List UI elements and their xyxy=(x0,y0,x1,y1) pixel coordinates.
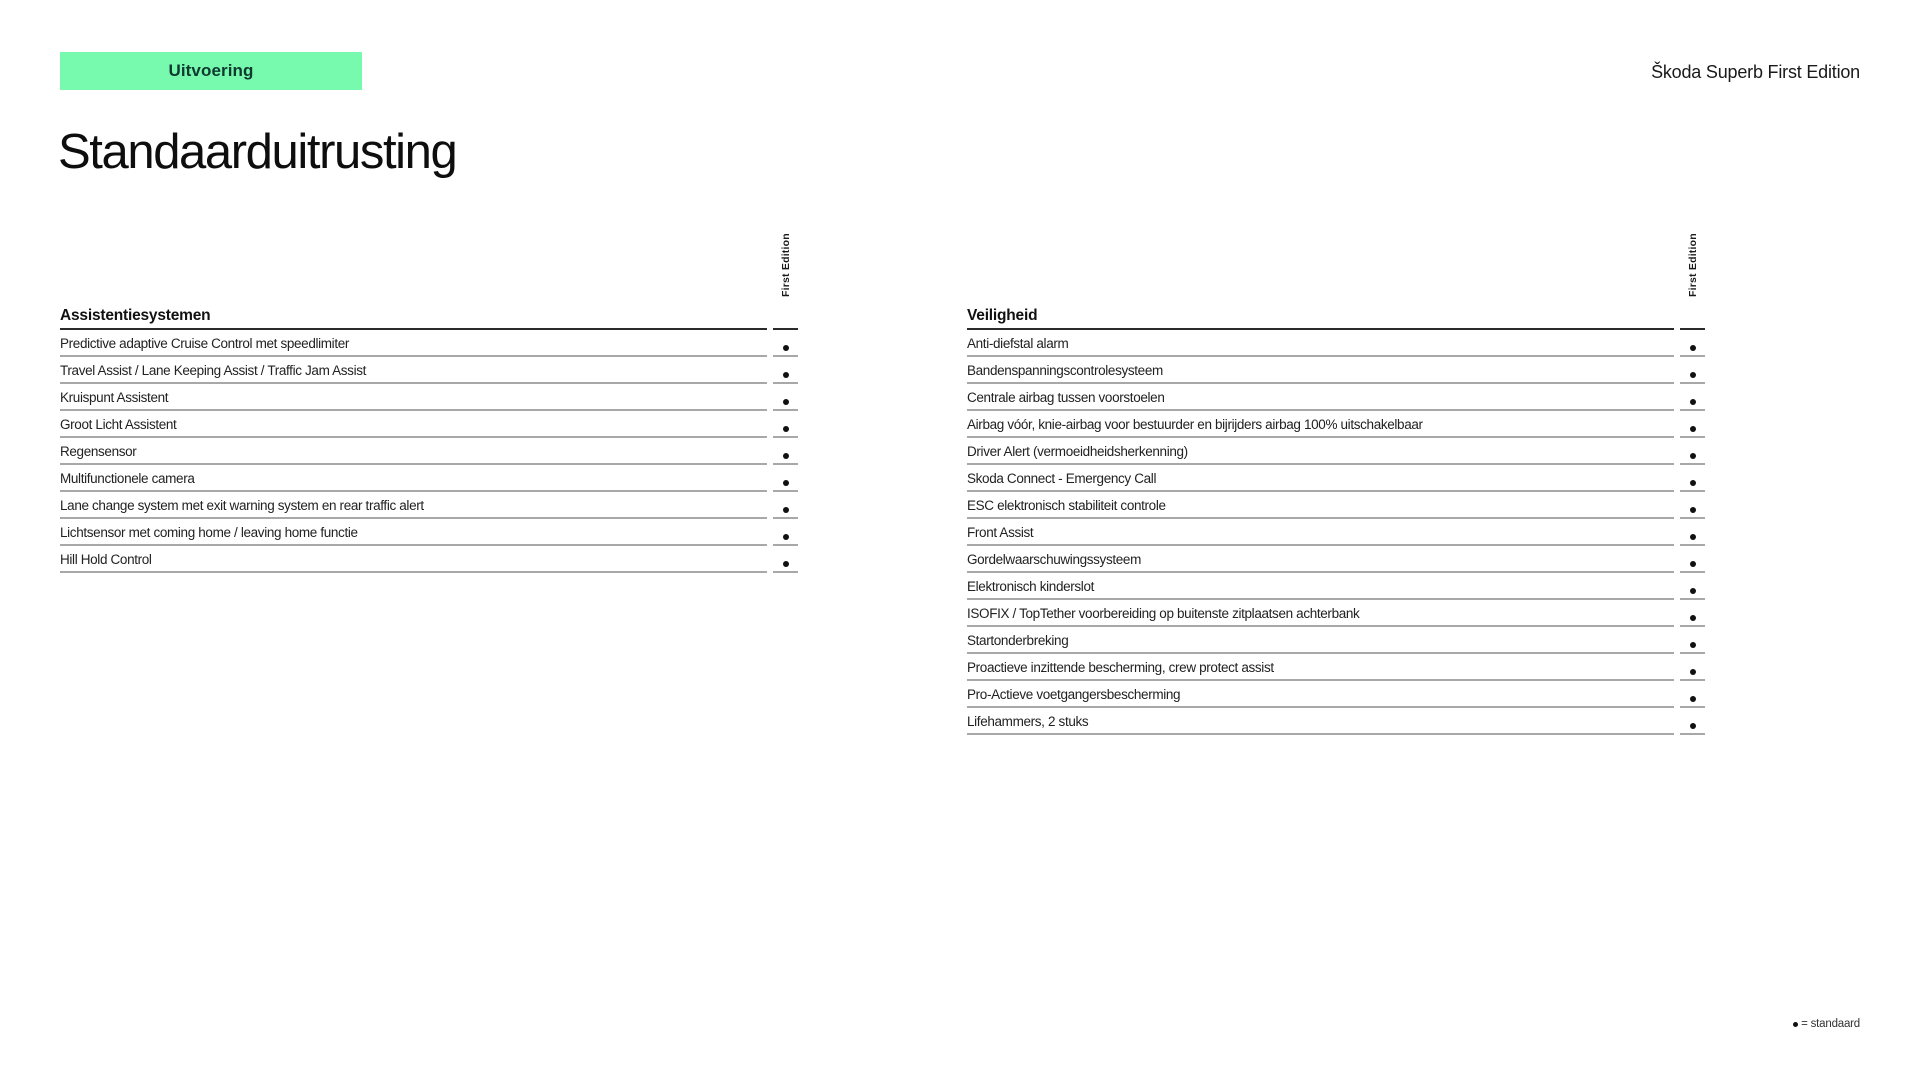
standard-marker xyxy=(1680,611,1705,623)
bullet-dot-icon xyxy=(783,345,789,351)
bullet-dot-icon xyxy=(1690,669,1696,675)
row-rule-marker-col xyxy=(773,409,798,411)
standard-marker xyxy=(773,395,798,407)
standard-marker xyxy=(1680,341,1705,353)
bullet-dot-icon xyxy=(783,480,789,486)
row-label: Lane change system met exit warning system en rear traffic alert xyxy=(60,498,424,513)
bullet-dot-icon xyxy=(1690,480,1696,486)
section-badge xyxy=(60,52,362,90)
row-label: Airbag vóór, knie-airbag voor bestuurder en bijrijders airbag 100% uitschakelbaar xyxy=(967,417,1423,432)
bullet-dot-icon xyxy=(1690,345,1696,351)
row-rule-marker-col xyxy=(1680,382,1705,384)
row-label: Skoda Connect - Emergency Call xyxy=(967,471,1157,486)
row-label: Regensensor xyxy=(60,444,137,459)
header-rule-marker-col xyxy=(773,328,798,330)
standard-marker xyxy=(773,476,798,488)
standard-marker xyxy=(773,368,798,380)
bullet-dot-icon xyxy=(1690,399,1696,405)
bullet-dot-icon xyxy=(783,507,789,513)
category-title: Assistentiesystemen xyxy=(60,307,211,324)
bullet-dot-icon xyxy=(1690,588,1696,594)
row-label: Lichtsensor met coming home / leaving home functie xyxy=(60,525,358,540)
standard-marker xyxy=(1680,476,1705,488)
row-rule-marker-col xyxy=(1680,544,1705,546)
document-subtitle: Škoda Superb First Edition xyxy=(1651,62,1860,82)
row-rule xyxy=(60,409,767,411)
standard-marker xyxy=(1680,368,1705,380)
standard-marker xyxy=(773,557,798,569)
row-label: Lifehammers, 2 stuks xyxy=(967,714,1089,729)
standard-marker xyxy=(773,530,798,542)
standard-marker xyxy=(1680,557,1705,569)
row-label: Startonderbreking xyxy=(967,633,1069,648)
bullet-dot-icon xyxy=(1690,723,1696,729)
row-rule-marker-col xyxy=(1680,706,1705,708)
row-rule xyxy=(60,355,767,357)
row-rule xyxy=(967,652,1674,654)
bullet-dot-icon xyxy=(783,399,789,405)
row-label: Pro-Actieve voetgangersbescherming xyxy=(967,687,1181,702)
row-rule-marker-col xyxy=(1680,733,1705,735)
row-rule-marker-col xyxy=(773,355,798,357)
bullet-dot-icon xyxy=(783,534,789,540)
bullet-dot-icon xyxy=(1690,696,1696,702)
row-rule-marker-col xyxy=(773,436,798,438)
row-rule-marker-col xyxy=(1680,355,1705,357)
row-label: Gordelwaarschuwingssysteem xyxy=(967,552,1141,567)
row-rule xyxy=(967,544,1674,546)
row-label: Kruispunt Assistent xyxy=(60,390,169,405)
row-rule xyxy=(967,382,1674,384)
row-label: Groot Licht Assistent xyxy=(60,417,177,432)
bullet-dot-icon xyxy=(783,426,789,432)
standard-marker xyxy=(773,503,798,515)
row-rule-marker-col xyxy=(1680,571,1705,573)
row-rule-marker-col xyxy=(773,382,798,384)
column-header-first-edition: First Edition xyxy=(779,233,792,297)
row-rule-marker-col xyxy=(773,517,798,519)
bullet-dot-icon xyxy=(1690,642,1696,648)
row-rule xyxy=(967,490,1674,492)
row-rule xyxy=(967,517,1674,519)
row-label: Multifunctionele camera xyxy=(60,471,195,486)
row-rule-marker-col xyxy=(773,571,798,573)
header-rule-marker-col xyxy=(1680,328,1705,330)
row-rule xyxy=(967,733,1674,735)
row-rule xyxy=(60,517,767,519)
row-label: Driver Alert (vermoeidheidsherkenning) xyxy=(967,444,1188,459)
standard-marker xyxy=(773,422,798,434)
category-title: Veiligheid xyxy=(967,307,1038,324)
header-rule xyxy=(967,328,1674,330)
row-label: Front Assist xyxy=(967,525,1034,540)
bullet-dot-icon xyxy=(1690,372,1696,378)
bullet-dot-icon xyxy=(783,453,789,459)
legend-text: = standaard xyxy=(1801,1018,1860,1030)
row-rule-marker-col xyxy=(1680,517,1705,519)
row-rule-marker-col xyxy=(1680,625,1705,627)
row-rule-marker-col xyxy=(1680,679,1705,681)
bullet-dot-icon xyxy=(1690,426,1696,432)
row-rule xyxy=(967,679,1674,681)
bullet-dot-icon xyxy=(1690,561,1696,567)
standard-marker xyxy=(1680,449,1705,461)
row-rule xyxy=(967,463,1674,465)
column-header-cell xyxy=(1680,225,1705,297)
section-badge-label: Uitvoering xyxy=(168,61,254,80)
row-rule-marker-col xyxy=(773,463,798,465)
standard-marker xyxy=(1680,503,1705,515)
row-label: Hill Hold Control xyxy=(60,552,152,567)
standard-marker xyxy=(1680,665,1705,677)
row-rule xyxy=(60,490,767,492)
row-rule-marker-col xyxy=(1680,463,1705,465)
standard-marker xyxy=(1680,638,1705,650)
standard-marker xyxy=(773,449,798,461)
standard-marker xyxy=(1680,692,1705,704)
row-rule xyxy=(60,571,767,573)
row-rule xyxy=(967,355,1674,357)
column-header-cell xyxy=(773,225,798,297)
row-label: Bandenspanningscontrolesysteem xyxy=(967,363,1163,378)
row-rule xyxy=(967,706,1674,708)
row-label: Centrale airbag tussen voorstoelen xyxy=(967,390,1165,405)
row-label: Elektronisch kinderslot xyxy=(967,579,1095,594)
standard-marker xyxy=(1680,719,1705,731)
row-rule-marker-col xyxy=(773,490,798,492)
row-rule xyxy=(60,436,767,438)
row-rule-marker-col xyxy=(1680,436,1705,438)
row-rule xyxy=(967,409,1674,411)
row-label: ESC elektronisch stabiliteit controle xyxy=(967,498,1166,513)
bullet-dot-icon xyxy=(1690,534,1696,540)
row-rule-marker-col xyxy=(1680,490,1705,492)
row-label: Predictive adaptive Cruise Control met speedlimiter xyxy=(60,336,350,351)
row-label: Proactieve inzittende bescherming, crew protect assist xyxy=(967,660,1274,675)
bullet-dot-icon xyxy=(783,561,789,567)
row-label: Anti-diefstal alarm xyxy=(967,336,1069,351)
standard-marker xyxy=(1680,530,1705,542)
row-rule-marker-col xyxy=(1680,652,1705,654)
bullet-dot-icon xyxy=(1690,507,1696,513)
row-rule-marker-col xyxy=(1680,598,1705,600)
bullet-dot-icon xyxy=(1690,453,1696,459)
row-rule-marker-col xyxy=(773,544,798,546)
row-rule xyxy=(60,544,767,546)
column-header-first-edition: First Edition xyxy=(1686,233,1699,297)
row-rule xyxy=(60,463,767,465)
row-label: Travel Assist / Lane Keeping Assist / Traffic Jam Assist xyxy=(60,363,367,378)
standard-marker xyxy=(1680,584,1705,596)
bullet-dot-icon xyxy=(1690,615,1696,621)
row-rule xyxy=(967,571,1674,573)
row-rule xyxy=(967,436,1674,438)
row-rule xyxy=(60,382,767,384)
standard-marker xyxy=(1680,395,1705,407)
bullet-dot-icon xyxy=(1793,1022,1798,1027)
legend xyxy=(1793,1018,1860,1030)
standard-marker xyxy=(773,341,798,353)
row-label: ISOFIX / TopTether voorbereiding op buitenste zitplaatsen achterbank xyxy=(967,606,1360,621)
standard-marker xyxy=(1680,422,1705,434)
bullet-dot-icon xyxy=(783,372,789,378)
page-title: Standaarduitrusting xyxy=(58,125,457,179)
row-rule-marker-col xyxy=(1680,409,1705,411)
row-rule xyxy=(967,598,1674,600)
header-rule xyxy=(60,328,767,330)
row-rule xyxy=(967,625,1674,627)
